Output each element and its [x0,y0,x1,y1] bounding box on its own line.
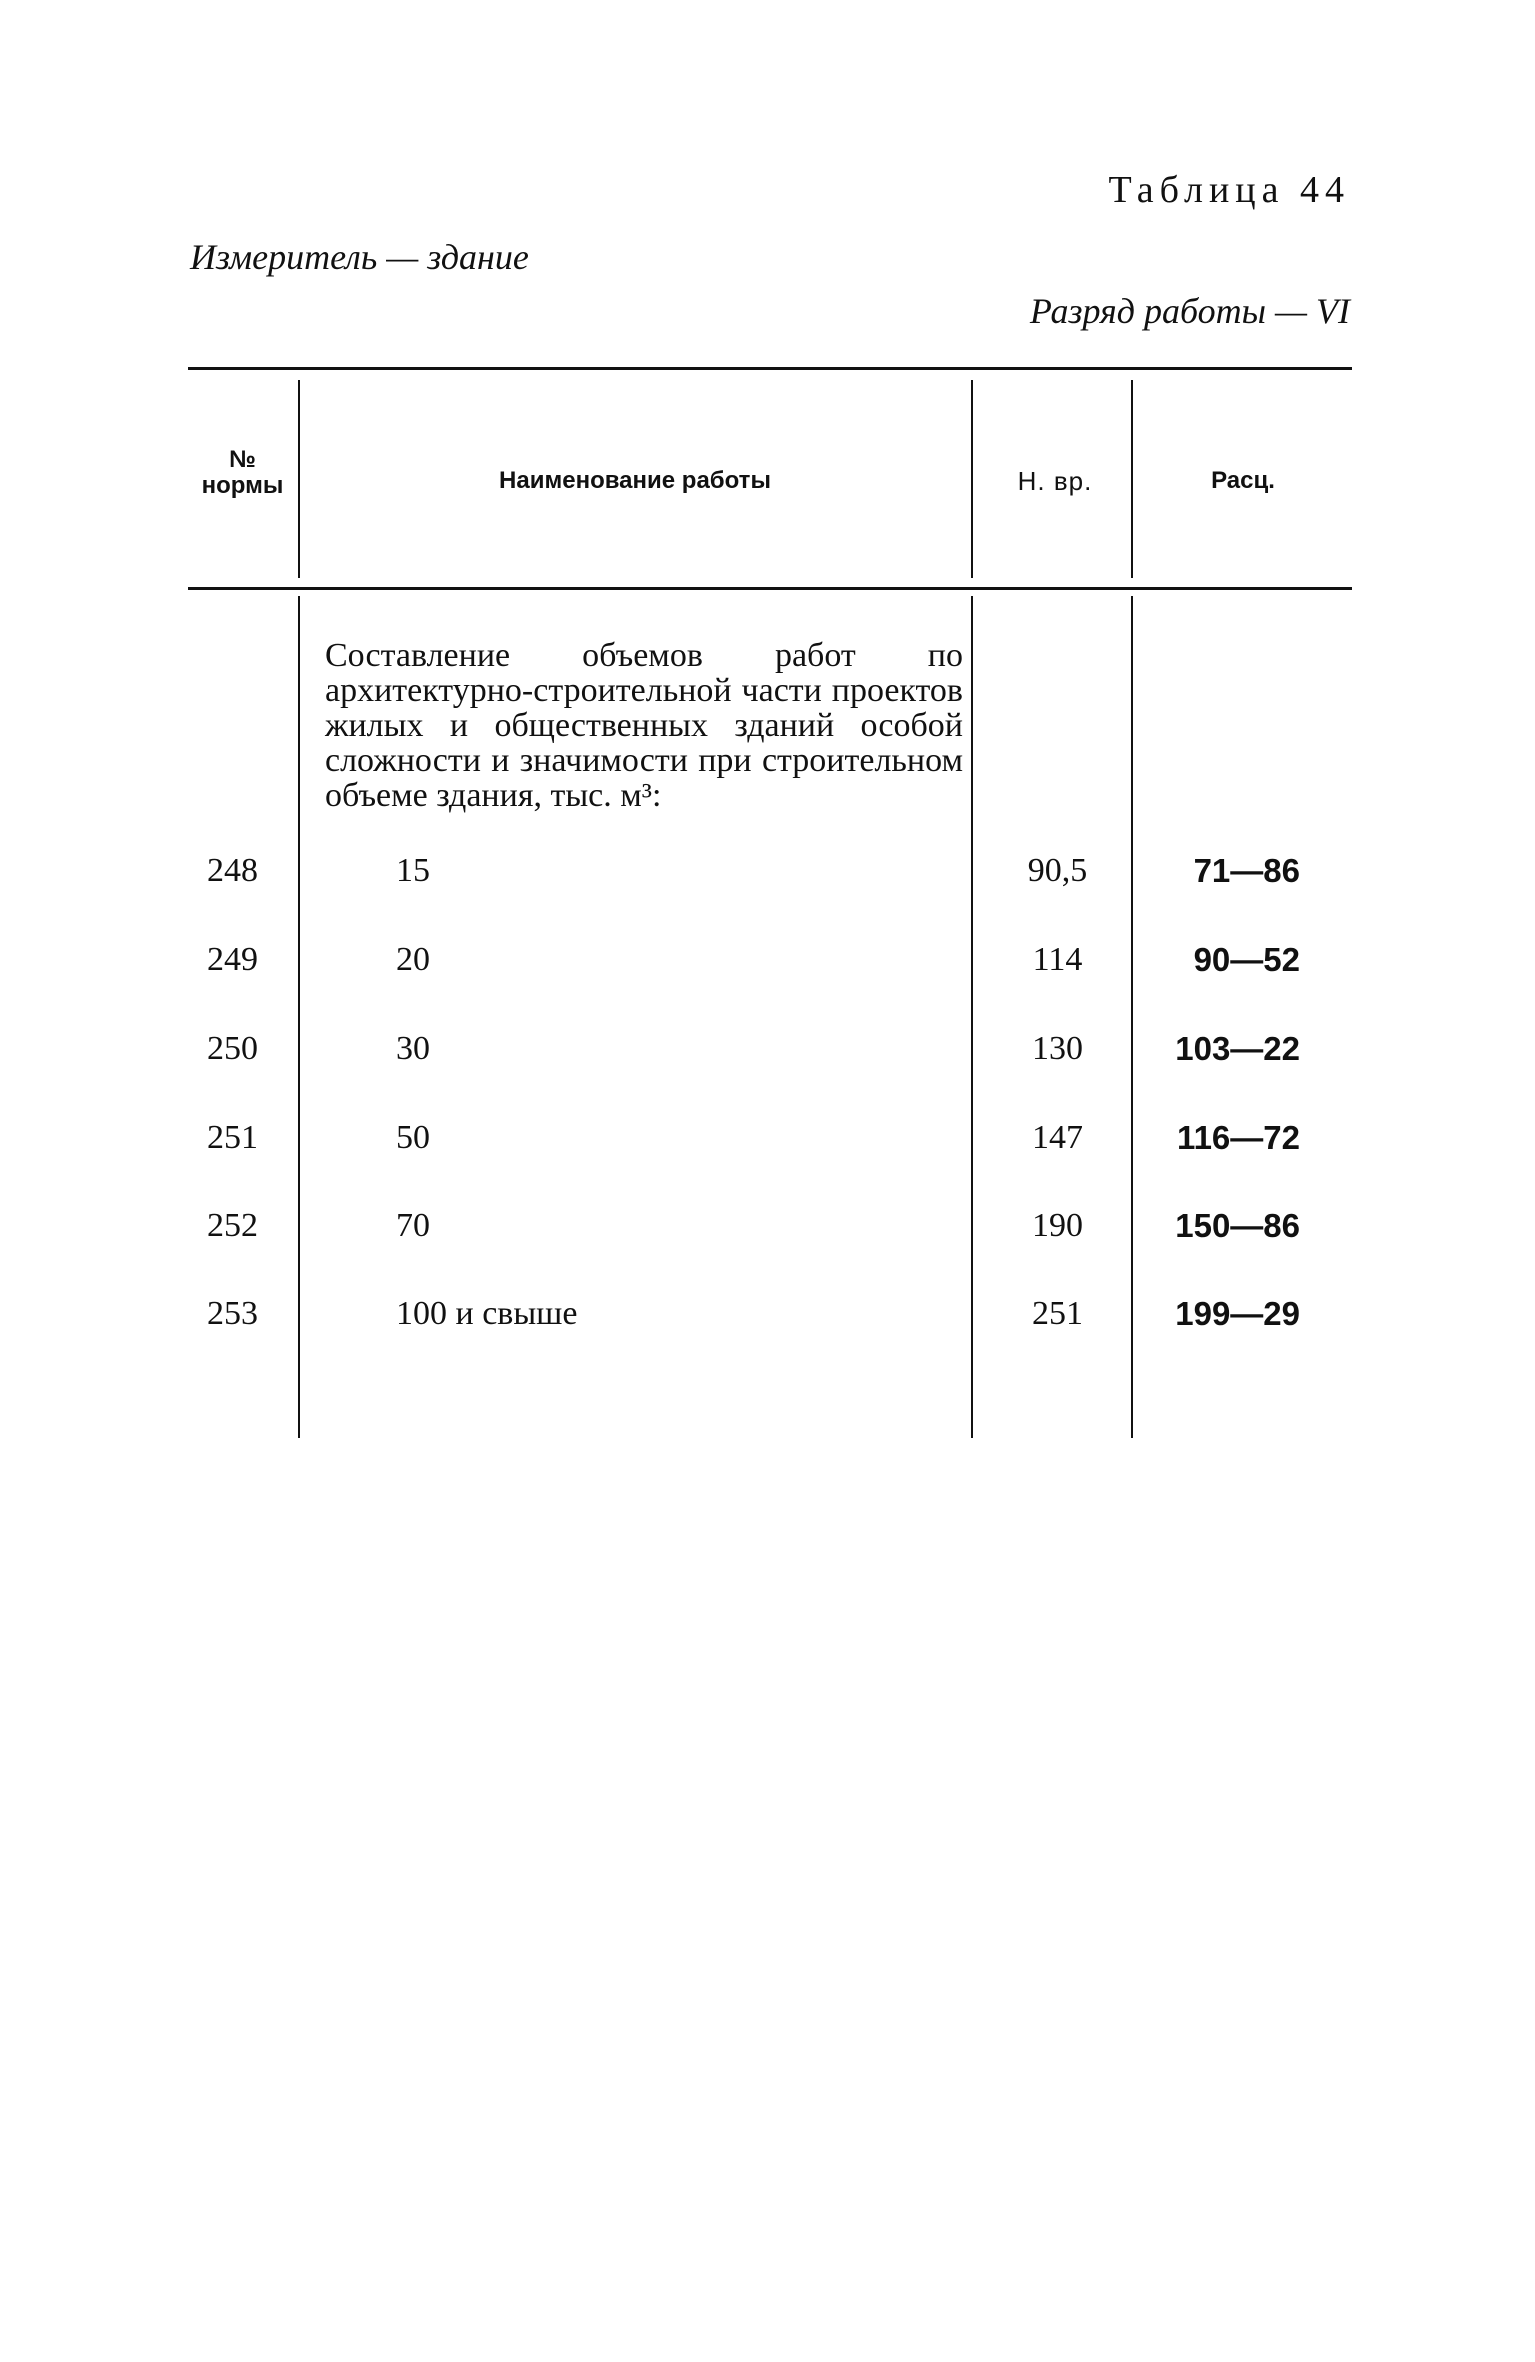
norm-number: 250 [207,1030,258,1067]
work-description: Составление объемов работ по архитектурно-строительной части проектов жилых и общественных зданий особой сложности и значимости при строительном объеме здания, тыс. м³: [325,637,963,814]
building-volume: 20 [396,941,430,978]
table-top-rule [188,367,1352,370]
price-rate: 116—72 [1177,1119,1300,1156]
building-volume: 15 [396,852,430,889]
table-number: Таблица 44 [1108,169,1350,211]
column-divider [971,380,973,578]
time-norm: 251 [1032,1295,1083,1332]
price-rate: 199—29 [1175,1295,1300,1332]
table-row [0,852,1535,902]
building-volume: 50 [396,1119,430,1156]
norm-number: 248 [207,852,258,889]
time-norm: 190 [1032,1207,1083,1244]
column-header-time: Н. вр. [1017,466,1093,496]
column-header-number-symbol: № [229,446,256,473]
column-header-number [190,447,295,499]
table-header-bottom-rule [188,587,1352,590]
table-row [0,1207,1535,1257]
table-row [0,941,1535,991]
measure-label: Измеритель — здание [190,237,529,277]
table-row [0,1119,1535,1169]
price-rate: 103—22 [1175,1030,1300,1067]
norm-number: 251 [207,1119,258,1156]
time-norm: 130 [1032,1030,1083,1067]
building-volume: 70 [396,1207,430,1244]
table-row [0,1295,1535,1345]
time-norm: 114 [1032,941,1083,978]
norm-number: 249 [207,941,258,978]
norm-number: 253 [207,1295,258,1332]
table-row [0,1030,1535,1080]
price-rate: 150—86 [1175,1207,1300,1244]
column-header-name: Наименование работы [499,467,771,494]
column-header-price: Расц. [1211,467,1275,494]
column-header-number-label: нормы [201,472,284,499]
norm-number: 252 [207,1207,258,1244]
price-rate: 90—52 [1193,941,1300,978]
time-norm: 147 [1032,1119,1083,1156]
work-grade-label: Разряд работы — VI [1029,291,1350,331]
price-rate: 71—86 [1193,852,1300,889]
building-volume: 30 [396,1030,430,1067]
time-norm: 90,5 [1027,852,1088,889]
building-volume: 100 и свыше [396,1295,578,1332]
